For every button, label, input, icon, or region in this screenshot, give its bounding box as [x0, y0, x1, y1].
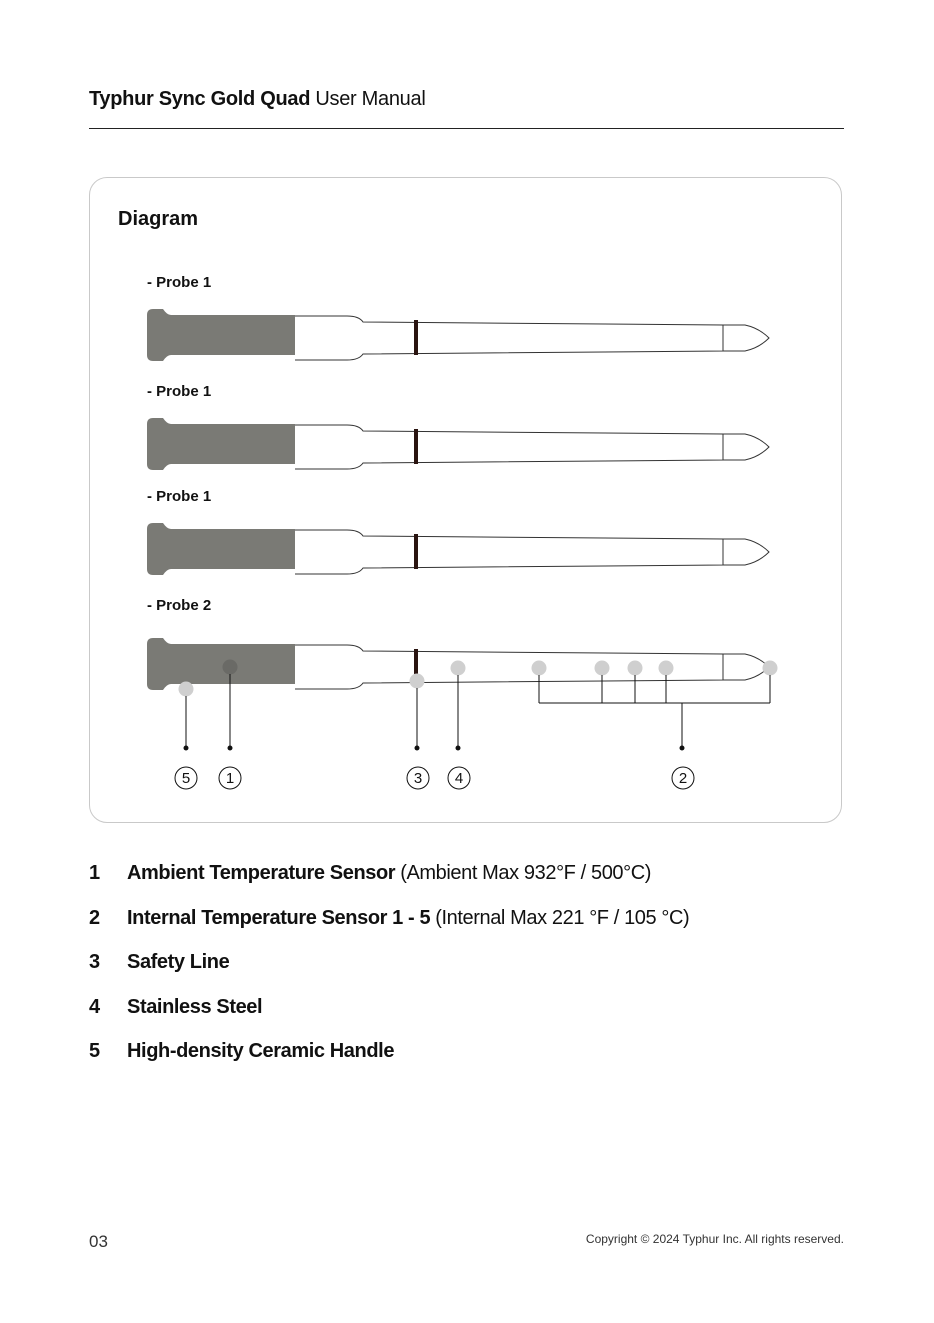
diagram-title: Diagram — [118, 208, 199, 230]
ambient-sensor-dot — [223, 660, 238, 675]
probe-label-2: - Probe 1 — [147, 383, 212, 400]
manual-suffix: User Manual — [315, 88, 426, 110]
legend-label: Internal Temperature Sensor 1 - 5 — [127, 906, 431, 929]
legend-item — [89, 996, 689, 1041]
callout-1: 1 — [225, 770, 235, 787]
legend-note: (Internal Max 221 °F / 105 °C) — [435, 906, 690, 929]
internal-sensor-dot — [532, 661, 547, 676]
legend-label: Safety Line — [127, 951, 230, 973]
internal-sensor-dot — [628, 661, 643, 676]
internal-sensor-dot — [659, 661, 674, 676]
legend-item — [89, 1040, 689, 1085]
page-number: 03 — [89, 1232, 108, 1251]
safety-line-dot — [410, 674, 425, 689]
leader-lines — [186, 674, 770, 748]
parts-legend — [89, 862, 689, 1085]
legend-label: Stainless Steel — [127, 995, 263, 1018]
steel-dot — [451, 661, 466, 676]
diagram-card — [89, 177, 842, 823]
legend-number: 4 — [89, 995, 100, 1018]
copyright-notice: Copyright © 2024 Typhur Inc. All rights reserved. — [585, 1232, 844, 1246]
probe-label-4: - Probe 2 — [147, 597, 212, 614]
probe-1 — [147, 309, 769, 361]
internal-sensor-dot — [763, 661, 778, 676]
internal-sensor-dot — [595, 661, 610, 676]
legend-label: Ambient Temperature Sensor — [127, 862, 396, 884]
page-header — [89, 88, 425, 111]
callout-4: 4 — [454, 770, 464, 787]
legend-number: 1 — [89, 862, 100, 884]
probe-label-1: - Probe 1 — [147, 274, 212, 291]
legend-item — [89, 862, 689, 907]
legend-label: High-density Ceramic Handle — [127, 1040, 395, 1062]
handle-dot — [179, 682, 194, 697]
legend-item — [89, 951, 689, 996]
probe-3 — [147, 523, 769, 575]
product-name: Typhur Sync Gold Quad — [89, 88, 311, 110]
legend-item — [89, 907, 689, 952]
probe-2 — [147, 418, 769, 470]
callout-2: 2 — [678, 770, 688, 787]
probe-diagram — [90, 178, 843, 824]
header-divider — [89, 128, 844, 129]
legend-number: 2 — [89, 906, 100, 929]
legend-number: 5 — [89, 1040, 100, 1062]
probe-label-3: - Probe 1 — [147, 488, 212, 505]
callout-3: 3 — [413, 770, 423, 787]
callout-5: 5 — [181, 770, 191, 787]
legend-number: 3 — [89, 951, 100, 973]
legend-note: (Ambient Max 932°F / 500°C) — [400, 862, 652, 884]
